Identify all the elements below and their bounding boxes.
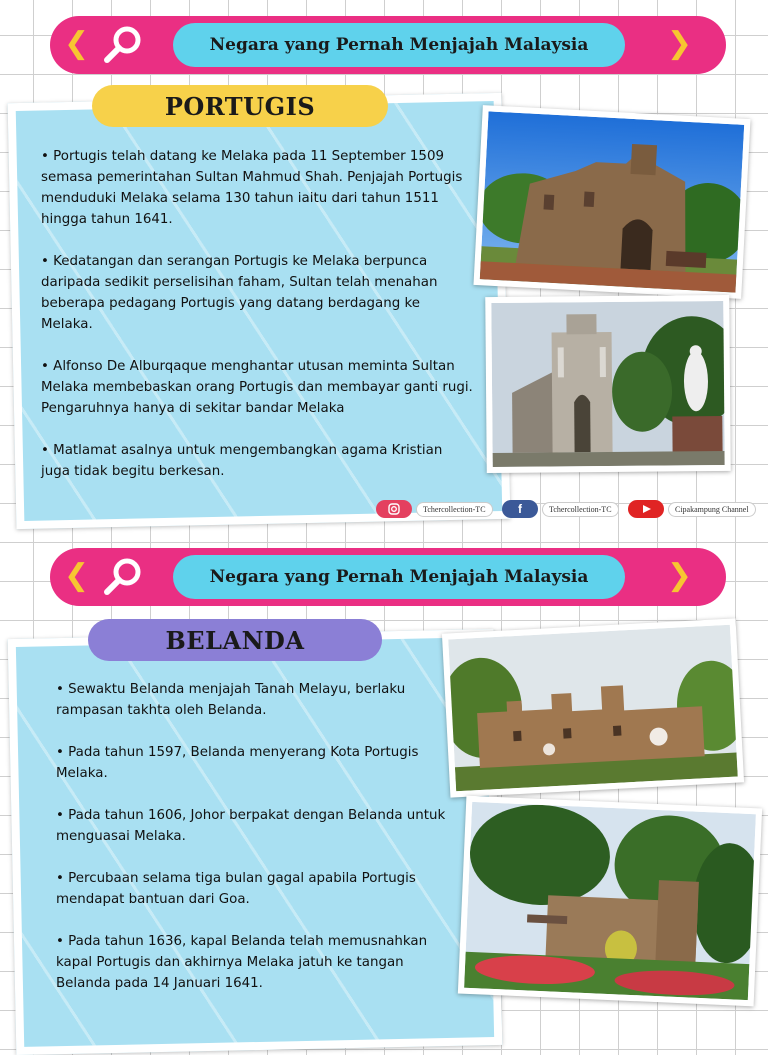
- youtube-channel: Cipakampung Channel: [668, 502, 756, 517]
- paragraph: • Sewaktu Belanda menjajah Tanah Melayu, berlaku rampasan takhta oleh Belanda.: [56, 682, 406, 718]
- paragraph: • Pada tahun 1606, Johor berpakat dengan Belanda untuk menguasai Melaka.: [56, 808, 446, 844]
- facebook-icon: f: [502, 500, 538, 518]
- paragraph: • Pada tahun 1597, Belanda menyerang Kota Portugis Melaka.: [56, 745, 419, 781]
- section-title: BELANDA: [88, 619, 382, 661]
- paragraph: • Percubaan selama tiga bulan gagal apabila Portugis mendapat bantuan dari Goa.: [56, 871, 416, 907]
- header-title: Negara yang Pernah Menjajah Malaysia: [173, 23, 625, 67]
- photo-fort-garden: [458, 796, 762, 1007]
- chevron-right-icon[interactable]: ❯: [666, 558, 692, 593]
- photo-fort-ruins: [442, 618, 744, 797]
- search-icon[interactable]: [100, 556, 146, 598]
- search-icon[interactable]: [100, 24, 146, 66]
- instagram-link[interactable]: [376, 498, 493, 520]
- section-belanda: [0, 540, 768, 1024]
- chevron-right-icon[interactable]: ❯: [666, 26, 692, 61]
- paragraph: • Kedatangan dan serangan Portugis ke Melaka berpunca daripada sedikit perselisihan faham, Sultan telah menahan beberapa pedagang Portugis yang datang berdagang ke Melaka.: [41, 254, 438, 332]
- header-bar: [50, 16, 726, 74]
- chevron-left-icon[interactable]: ❮: [64, 558, 90, 593]
- facebook-handle: Tchercollection-TC: [542, 502, 619, 517]
- youtube-icon: [628, 500, 664, 518]
- facebook-link[interactable]: [502, 498, 619, 520]
- header-title: Negara yang Pernah Menjajah Malaysia: [173, 555, 625, 599]
- paragraph: • Portugis telah datang ke Melaka pada 11 September 1509 semasa pemerintahan Sultan Mahmud Shah. Penjajah Portugis menduduki Melaka selama 130 tahun iaitu dari tahun 1511 hingga tahun 1641.: [41, 149, 463, 227]
- belanda-text: [56, 679, 462, 1015]
- photo-a-famosa: [473, 105, 750, 299]
- photo-st-paul-church: [485, 295, 731, 473]
- instagram-handle: Tchercollection-TC: [416, 502, 493, 517]
- youtube-link[interactable]: [628, 498, 756, 520]
- paragraph: • Pada tahun 1636, kapal Belanda telah memusnahkan kapal Portugis dan akhirnya Melaka jatuh ke tangan Belanda pada 14 Januari 1641.: [56, 934, 428, 991]
- instagram-icon: [376, 500, 412, 518]
- header-bar: [50, 548, 726, 606]
- portugis-text: [41, 146, 473, 503]
- chevron-left-icon[interactable]: ❮: [64, 26, 90, 61]
- paragraph: • Alfonso De Alburqaque menghantar utusan meminta Sultan Melaka membebaskan orang Portugis dan membayar ganti rugi. Pengaruhnya hanya di sekitar bandar Melaka: [41, 359, 473, 416]
- section-title: PORTUGIS: [92, 85, 388, 127]
- paragraph: • Matlamat asalnya untuk mengembangkan agama Kristian juga tidak begitu berkesan.: [41, 443, 443, 479]
